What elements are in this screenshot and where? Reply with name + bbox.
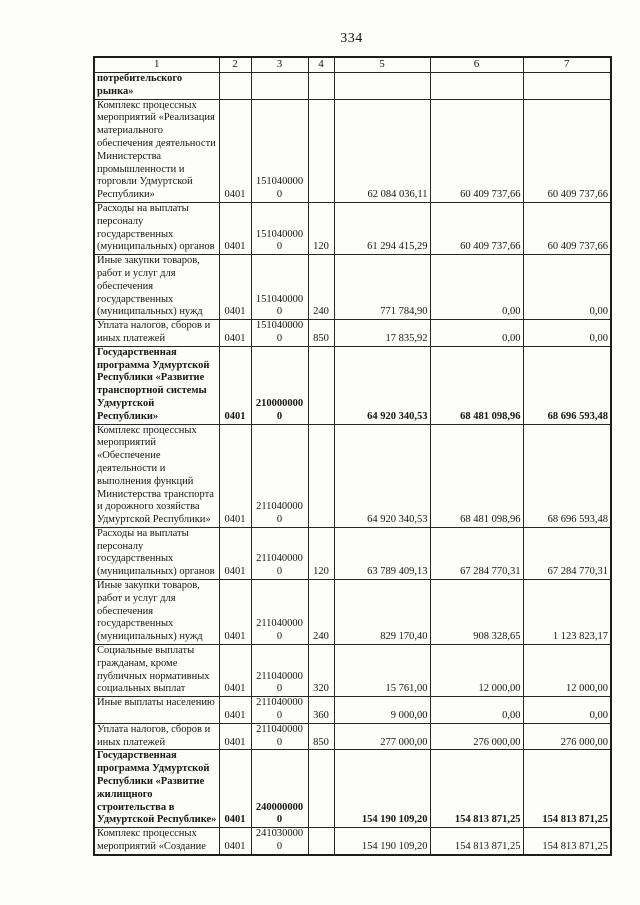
- cell-section-code: 0401: [219, 750, 251, 828]
- table-row: [94, 202, 611, 254]
- table-row: [94, 527, 611, 579]
- cell-amount-1: 9 000,00: [334, 697, 430, 724]
- cell-amount-3: 1 123 823,17: [523, 580, 611, 645]
- table-header-row: [94, 57, 611, 73]
- cell-expense-type: 850: [308, 320, 334, 347]
- cell-expense-type: 240: [308, 255, 334, 320]
- cell-amount-2: 0,00: [430, 255, 523, 320]
- table-row: [94, 750, 611, 828]
- cell-amount-2: 67 284 770,31: [430, 527, 523, 579]
- cell-amount-1: 64 920 340,53: [334, 346, 430, 424]
- cell-amount-3: [523, 73, 611, 100]
- cell-expense-type: [308, 99, 334, 202]
- cell-section-code: 0401: [219, 697, 251, 724]
- column-number-header: 1: [94, 57, 219, 73]
- cell-amount-3: 60 409 737,66: [523, 202, 611, 254]
- cell-amount-2: 154 813 871,25: [430, 828, 523, 855]
- cell-target-article: [251, 73, 308, 100]
- cell-amount-1: 154 190 109,20: [334, 750, 430, 828]
- cell-name: Расходы на выплаты персоналу государственных (муниципальных) органов: [94, 202, 219, 254]
- cell-target-article: 1510400000: [251, 255, 308, 320]
- cell-expense-type: [308, 346, 334, 424]
- cell-amount-2: 12 000,00: [430, 645, 523, 697]
- cell-expense-type: [308, 424, 334, 527]
- cell-amount-1: 771 784,90: [334, 255, 430, 320]
- cell-name: Иные закупки товаров, работ и услуг для обеспечения государственных (муниципальных) нужд: [94, 255, 219, 320]
- column-number-header: 5: [334, 57, 430, 73]
- cell-name: потребительского рынка»: [94, 73, 219, 100]
- table-row: [94, 99, 611, 202]
- cell-amount-2: 908 328,65: [430, 580, 523, 645]
- cell-amount-1: 61 294 415,29: [334, 202, 430, 254]
- cell-amount-1: 17 835,92: [334, 320, 430, 347]
- cell-target-article: 2100000000: [251, 346, 308, 424]
- cell-name: Комплекс процессных мероприятий «Создание: [94, 828, 219, 855]
- cell-amount-3: 154 813 871,25: [523, 828, 611, 855]
- cell-section-code: 0401: [219, 580, 251, 645]
- cell-name: Государственная программа Удмуртской Республики «Развитие жилищного строительства в Удмуртской Республике»: [94, 750, 219, 828]
- cell-section-code: 0401: [219, 202, 251, 254]
- cell-section-code: 0401: [219, 424, 251, 527]
- cell-expense-type: [308, 750, 334, 828]
- column-number-header: 6: [430, 57, 523, 73]
- cell-section-code: 0401: [219, 346, 251, 424]
- cell-expense-type: 240: [308, 580, 334, 645]
- cell-amount-1: 15 761,00: [334, 645, 430, 697]
- cell-expense-type: 120: [308, 527, 334, 579]
- cell-amount-3: 154 813 871,25: [523, 750, 611, 828]
- cell-amount-3: 0,00: [523, 255, 611, 320]
- table-row: [94, 723, 611, 750]
- cell-amount-3: 0,00: [523, 697, 611, 724]
- cell-name: Уплата налогов, сборов и иных платежей: [94, 723, 219, 750]
- cell-amount-2: 68 481 098,96: [430, 346, 523, 424]
- cell-target-article: 2110400000: [251, 723, 308, 750]
- cell-section-code: 0401: [219, 320, 251, 347]
- cell-name: Уплата налогов, сборов и иных платежей: [94, 320, 219, 347]
- cell-section-code: [219, 73, 251, 100]
- cell-section-code: 0401: [219, 255, 251, 320]
- table-row: [94, 255, 611, 320]
- cell-name: Расходы на выплаты персоналу государственных (муниципальных) органов: [94, 527, 219, 579]
- column-number-header: 3: [251, 57, 308, 73]
- cell-amount-3: 68 696 593,48: [523, 346, 611, 424]
- cell-expense-type: [308, 828, 334, 855]
- cell-name: Комплекс процессных мероприятий «Реализация материального обеспечения деятельности Министерства промышленности и торговли Удмуртской Республики»: [94, 99, 219, 202]
- cell-amount-1: 829 170,40: [334, 580, 430, 645]
- table-head: [94, 57, 611, 73]
- cell-expense-type: 850: [308, 723, 334, 750]
- column-number-header: 2: [219, 57, 251, 73]
- cell-name: Государственная программа Удмуртской Республики «Развитие транспортной системы Удмуртской Республики»: [94, 346, 219, 424]
- budget-expenditure-table: [93, 56, 612, 856]
- cell-expense-type: 360: [308, 697, 334, 724]
- cell-amount-3: 276 000,00: [523, 723, 611, 750]
- cell-name: Иные закупки товаров, работ и услуг для обеспечения государственных (муниципальных) нужд: [94, 580, 219, 645]
- table-row: [94, 697, 611, 724]
- cell-amount-2: 0,00: [430, 697, 523, 724]
- cell-expense-type: 120: [308, 202, 334, 254]
- cell-amount-3: 67 284 770,31: [523, 527, 611, 579]
- cell-name: Иные выплаты населению: [94, 697, 219, 724]
- cell-amount-3: 0,00: [523, 320, 611, 347]
- cell-target-article: 2110400000: [251, 697, 308, 724]
- cell-section-code: 0401: [219, 828, 251, 855]
- column-number-header: 4: [308, 57, 334, 73]
- cell-name: Комплекс процессных мероприятий «Обеспечение деятельности и выполнения функций Министерства транспорта и дорожного хозяйства Удмуртской Республики»: [94, 424, 219, 527]
- cell-amount-3: 12 000,00: [523, 645, 611, 697]
- cell-section-code: 0401: [219, 723, 251, 750]
- cell-section-code: 0401: [219, 527, 251, 579]
- table-body: [94, 73, 611, 855]
- cell-amount-2: 68 481 098,96: [430, 424, 523, 527]
- cell-amount-2: 60 409 737,66: [430, 99, 523, 202]
- cell-amount-1: 154 190 109,20: [334, 828, 430, 855]
- cell-amount-1: 62 084 036,11: [334, 99, 430, 202]
- cell-amount-2: [430, 73, 523, 100]
- cell-target-article: 2110400000: [251, 645, 308, 697]
- cell-amount-2: 276 000,00: [430, 723, 523, 750]
- cell-amount-2: 154 813 871,25: [430, 750, 523, 828]
- cell-target-article: 2410300000: [251, 828, 308, 855]
- cell-expense-type: [308, 73, 334, 100]
- cell-section-code: 0401: [219, 99, 251, 202]
- table-row: [94, 73, 611, 100]
- table-row: [94, 346, 611, 424]
- cell-amount-2: 60 409 737,66: [430, 202, 523, 254]
- table-row: [94, 828, 611, 855]
- page-number: 334: [340, 31, 363, 46]
- cell-target-article: 1510400000: [251, 320, 308, 347]
- cell-amount-1: 277 000,00: [334, 723, 430, 750]
- cell-amount-1: [334, 73, 430, 100]
- cell-target-article: 2400000000: [251, 750, 308, 828]
- cell-amount-2: 0,00: [430, 320, 523, 347]
- cell-target-article: 1510400000: [251, 202, 308, 254]
- table-row: [94, 580, 611, 645]
- cell-target-article: 2110400000: [251, 424, 308, 527]
- cell-expense-type: 320: [308, 645, 334, 697]
- cell-amount-3: 60 409 737,66: [523, 99, 611, 202]
- cell-target-article: 1510400000: [251, 99, 308, 202]
- table-row: [94, 320, 611, 347]
- cell-target-article: 2110400000: [251, 580, 308, 645]
- table-row: [94, 424, 611, 527]
- cell-amount-1: 64 920 340,53: [334, 424, 430, 527]
- cell-amount-1: 63 789 409,13: [334, 527, 430, 579]
- cell-amount-3: 68 696 593,48: [523, 424, 611, 527]
- cell-target-article: 2110400000: [251, 527, 308, 579]
- table-row: [94, 645, 611, 697]
- column-number-header: 7: [523, 57, 611, 73]
- cell-name: Социальные выплаты гражданам, кроме публичных нормативных социальных выплат: [94, 645, 219, 697]
- cell-section-code: 0401: [219, 645, 251, 697]
